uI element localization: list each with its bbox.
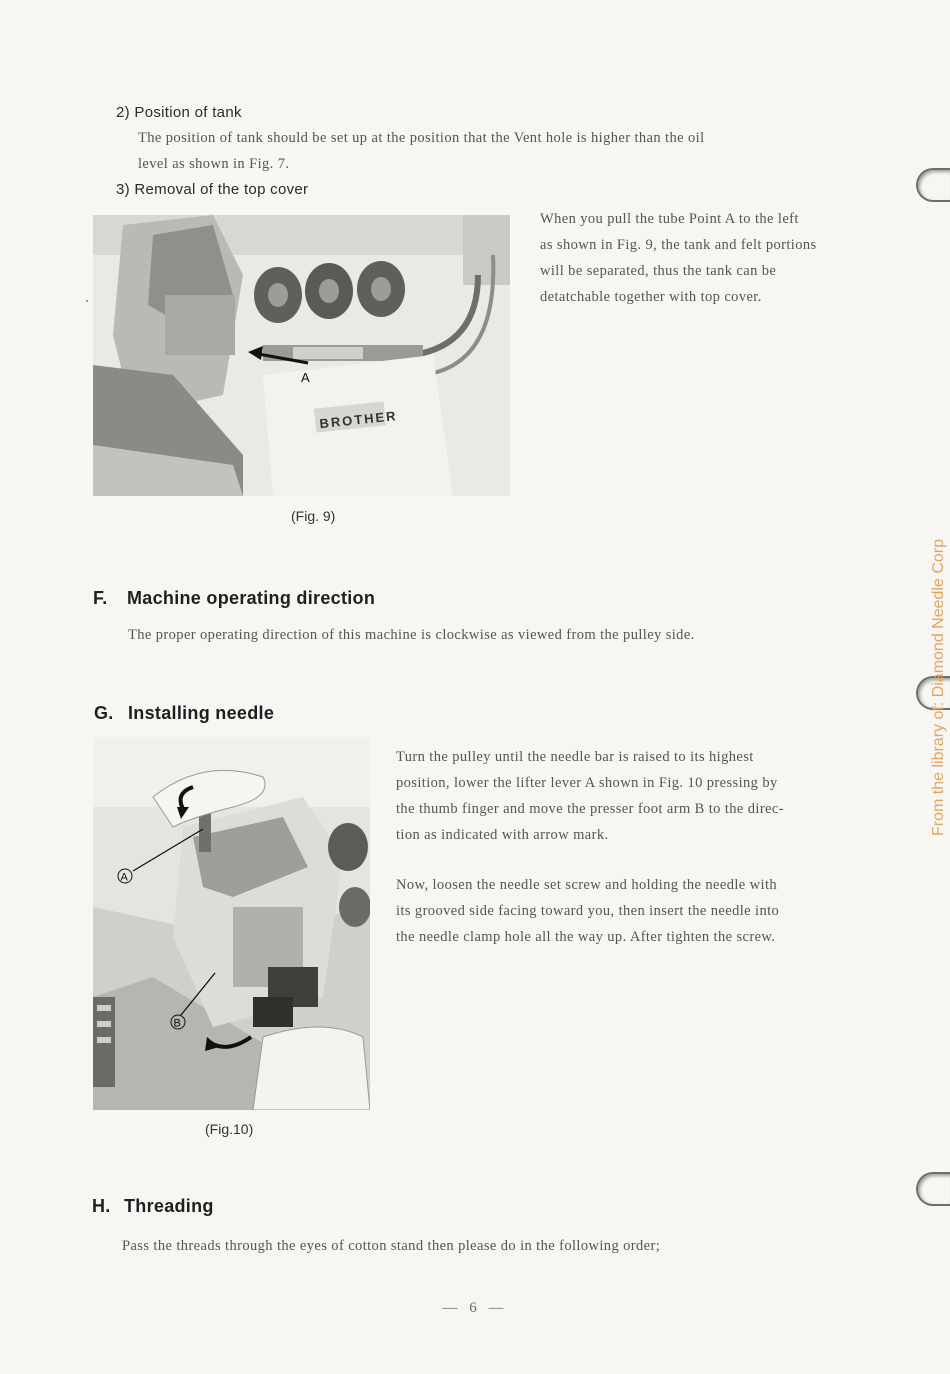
- fig10-label-a: A: [120, 871, 128, 884]
- fig9-caption: (Fig. 9): [291, 508, 336, 524]
- tank-position-heading: 2) Position of tank: [116, 104, 242, 121]
- section-h-heading: [92, 1196, 214, 1217]
- top-cover-heading: 3) Removal of the top cover: [116, 181, 309, 198]
- section-g-p2-line-1: Now, loosen the needle set screw and holding the needle with: [396, 877, 778, 893]
- library-watermark: From the library of: Diamond Needle Corp: [930, 538, 947, 836]
- binder-hole-bottom: [916, 1172, 950, 1206]
- section-h-text: Pass the threads through the eyes of cotton stand then please do in the following order;: [122, 1238, 661, 1254]
- top-cover-line-3: will be separated, thus the tank can be: [540, 263, 777, 279]
- tank-position-text: [138, 125, 878, 177]
- section-g-p2-line-2: its grooved side facing toward you, then insert the needle into: [396, 903, 780, 919]
- binder-hole-top: [916, 168, 950, 202]
- section-g-p1-line-4: tion as indicated with arrow mark.: [396, 827, 609, 843]
- fig9-photo: [93, 215, 510, 496]
- section-h-title: Threading: [124, 1196, 214, 1216]
- fig10-label-b: B: [173, 1017, 181, 1030]
- scan-speck: [86, 300, 88, 302]
- fig10-photo: [93, 737, 370, 1110]
- section-f-letter: F.: [93, 588, 108, 608]
- top-cover-line-4: detatchable together with top cover.: [540, 289, 762, 305]
- tank-position-line-1: The position of tank should be set up at the position that the Vent hole is higher than the oil: [138, 130, 705, 146]
- fig9-brand-plate: BROTHER: [318, 408, 399, 432]
- section-f-heading: [93, 588, 375, 609]
- top-cover-line-2: as shown in Fig. 9, the tank and felt portions: [540, 237, 817, 253]
- section-f-title: Machine operating direction: [127, 588, 376, 608]
- section-f-text: The proper operating direction of this machine is clockwise as viewed from the pulley side.: [128, 627, 695, 643]
- section-g-p2-line-3: the needle clamp hole all the way up. After tighten the screw.: [396, 929, 776, 945]
- section-g-p1-line-1: Turn the pulley until the needle bar is raised to its highest: [396, 749, 754, 765]
- fig10-caption: (Fig.10): [205, 1121, 254, 1137]
- section-g-p1-line-2: position, lower the lifter lever A shown in Fig. 10 pressing by: [396, 775, 778, 791]
- fig9-label-a: A: [301, 370, 310, 385]
- top-cover-line-1: When you pull the tube Point A to the left: [540, 211, 799, 227]
- section-g-letter: G.: [94, 703, 114, 723]
- section-g-title: Installing needle: [128, 703, 275, 723]
- section-h-letter: H.: [92, 1196, 111, 1216]
- top-cover-text: [540, 206, 870, 310]
- tank-position-line-2: level as shown in Fig. 7.: [138, 156, 290, 172]
- section-g-text-2: [396, 872, 871, 950]
- section-g-heading: [94, 703, 274, 724]
- section-g-p1-line-3: the thumb finger and move the presser foot arm B to the direc-: [396, 801, 784, 817]
- section-g-text-1: [396, 744, 871, 848]
- page-number: — 6 —: [442, 1300, 508, 1316]
